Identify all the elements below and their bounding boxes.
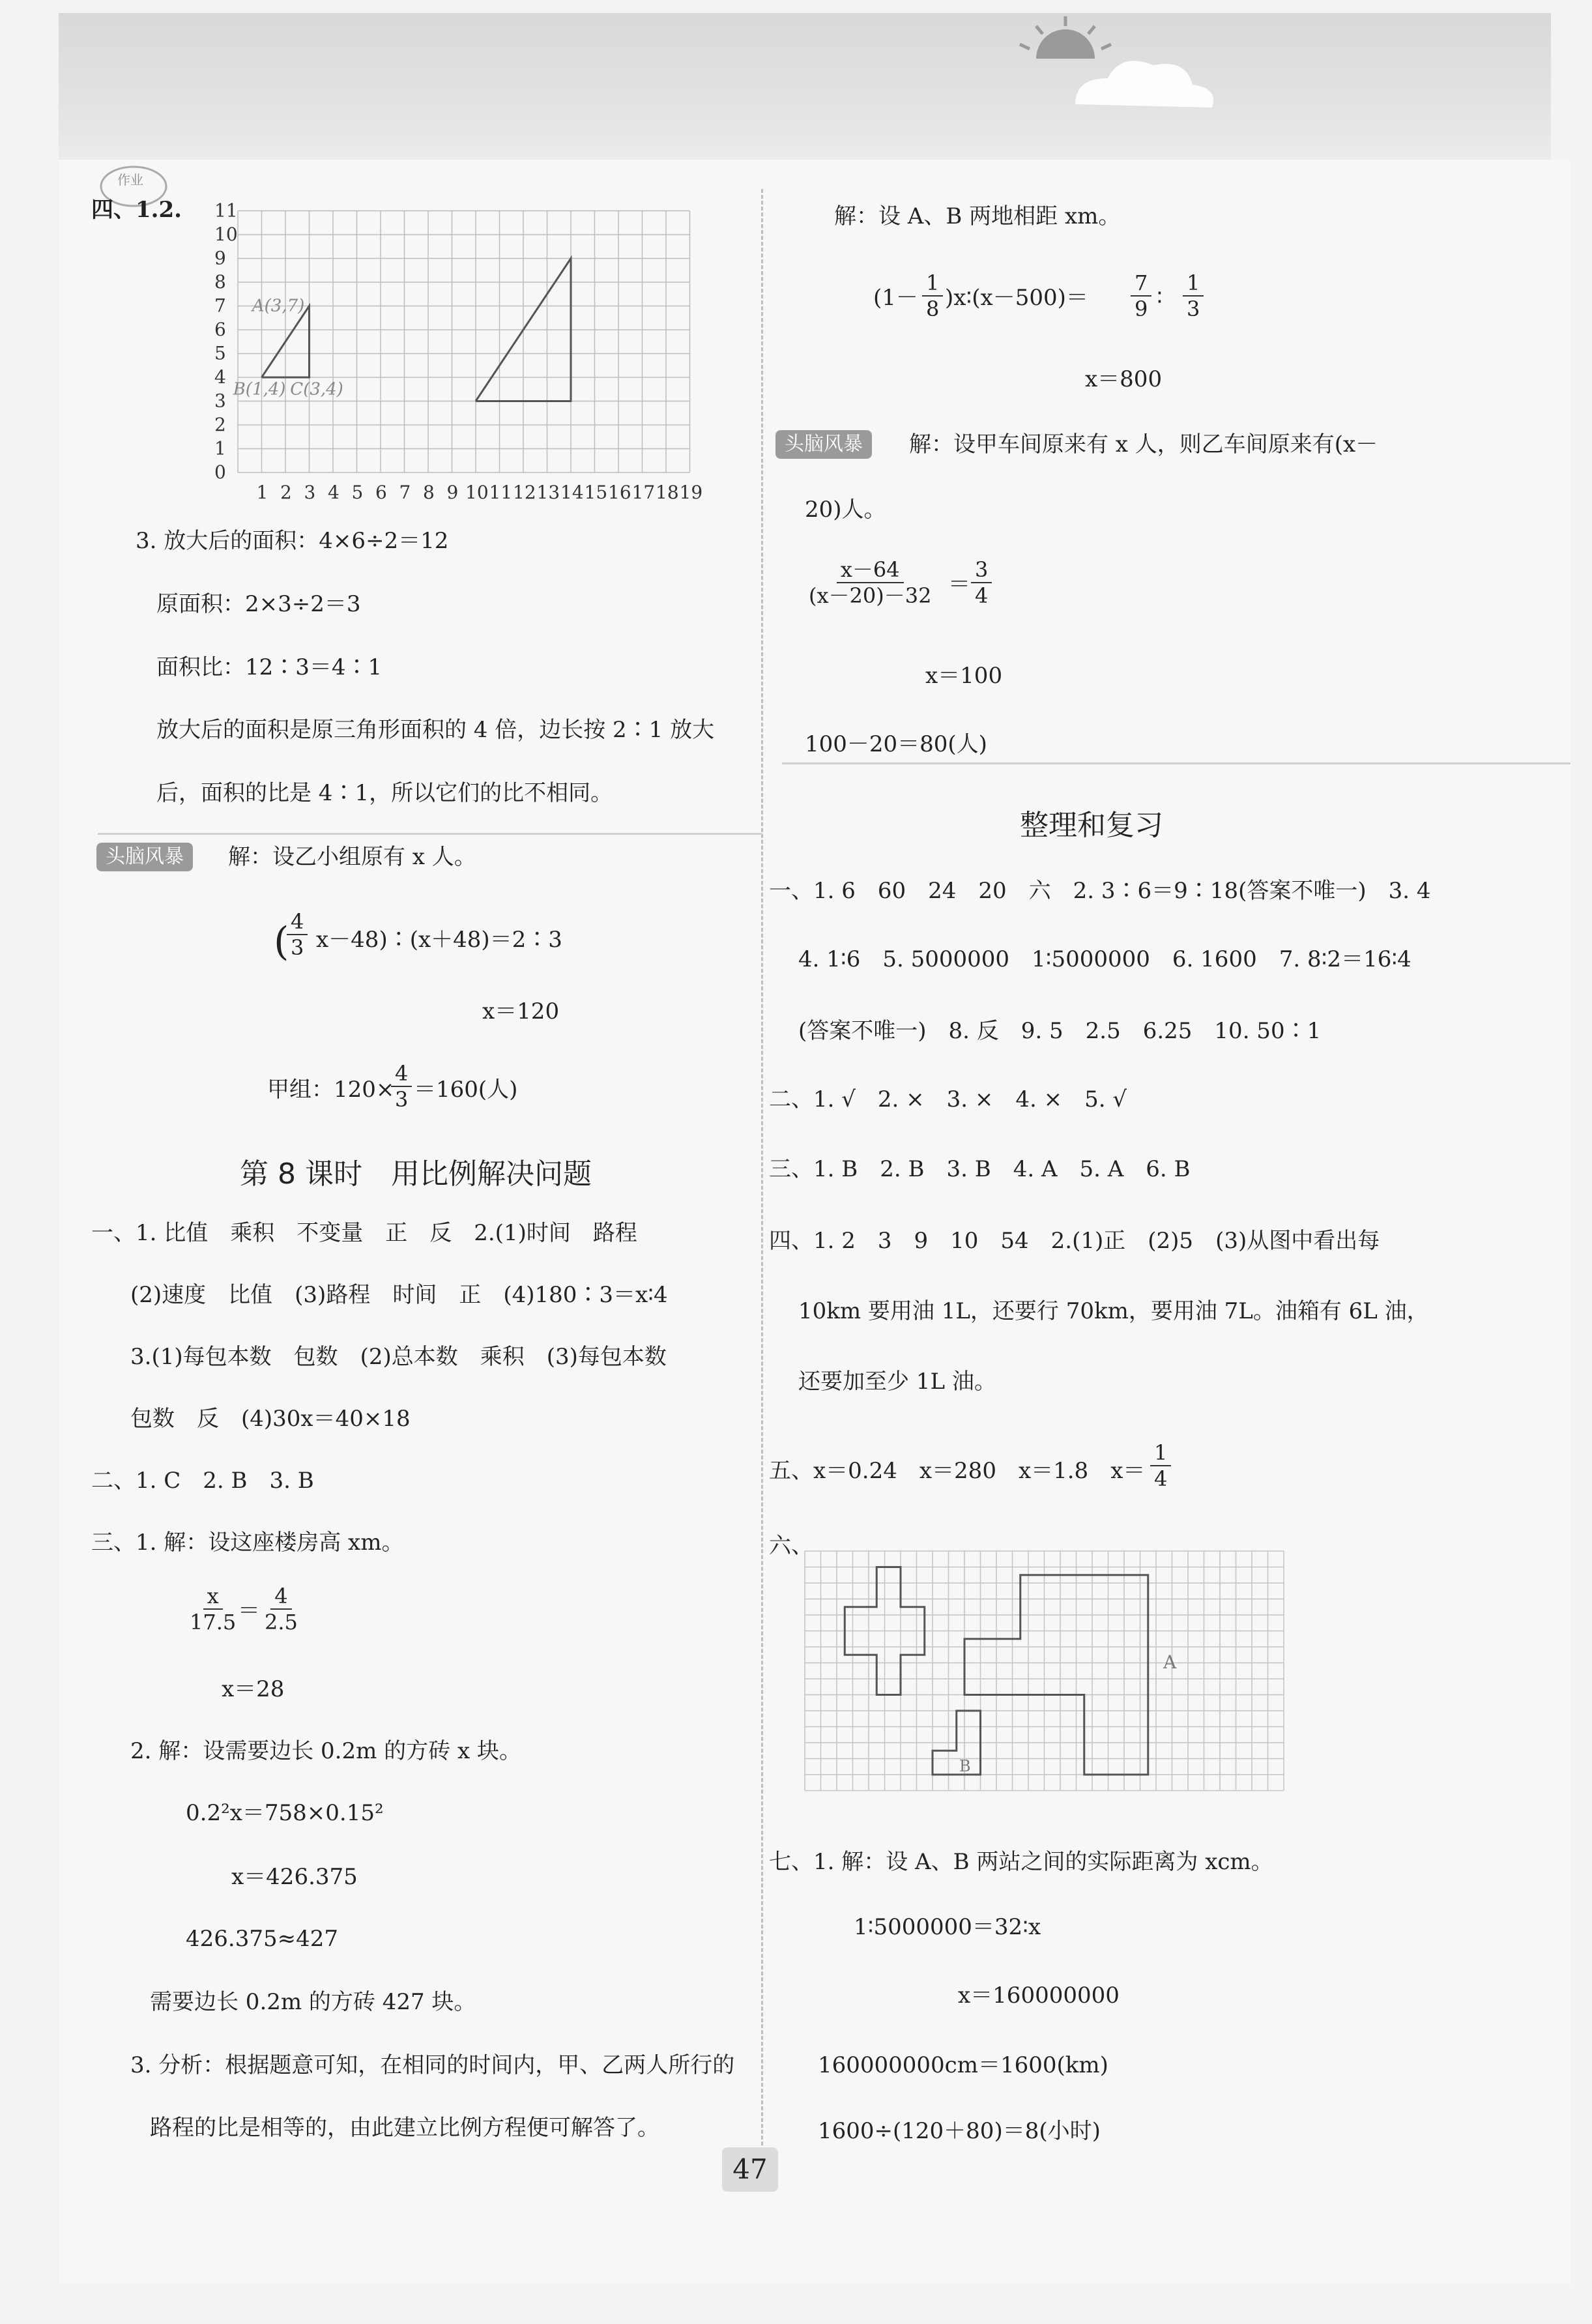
point-a-label: A(3,7) (252, 296, 305, 316)
s3-fraction2 (261, 1584, 302, 1634)
brain-final-b: ＝160(人) (414, 1077, 518, 1103)
r-frac4-num: x－64 (837, 557, 904, 583)
s3-2-line4: 426.375≈427 (186, 1926, 338, 1952)
shape-b-label: B (959, 1757, 971, 1775)
x-tick-label: 14 (560, 482, 584, 503)
q3-line1: 3. 放大后的面积：4×6÷2＝12 (136, 528, 449, 554)
r-frac5-den: 4 (975, 583, 989, 608)
r-frac4-den: (x－20)－32 (809, 583, 932, 608)
shape-a (964, 1575, 1148, 1775)
x-tick-label: 7 (399, 482, 411, 503)
stamp-text: 作业 (117, 172, 143, 188)
review-title: 整理和复习 (1020, 809, 1163, 842)
e-fraction-den: 4 (1154, 1466, 1168, 1491)
page-number: 47 (722, 2147, 778, 2192)
r-result1: x＝800 (1085, 366, 1163, 392)
r-line5: 20)人。 (805, 497, 886, 523)
s3-fraction1-den: 17.5 (190, 1610, 237, 1634)
brain-final-den: 3 (395, 1087, 409, 1112)
r-frac2-den: 9 (1135, 297, 1148, 321)
q3-line4: 放大后的面积是原三角形面积的 4 倍，边长按 2∶1 放大 (156, 717, 715, 743)
x-tick-label: 13 (536, 482, 560, 503)
s3-fraction1-num: x (203, 1584, 223, 1610)
s3-2-line1: 2. 解：设需要边长 0.2m 的方砖 x 块。 (130, 1738, 521, 1764)
y-tick-label: 9 (214, 247, 226, 269)
brain-final-num: 4 (391, 1061, 412, 1087)
s1-line1: 一、1. 比值 乘积 不变量 正 反 2.(1)时间 路程 (91, 1220, 637, 1246)
brain-fraction (287, 909, 308, 960)
r-eq-sign: ＝ (948, 572, 970, 598)
sun-cloud-icon (59, 13, 1551, 160)
point-b-label: B(1,4) (233, 379, 286, 399)
d-line2: 10km 要用油 1L，还要行 70km，要用油 7L。油箱有 6L 油， (798, 1298, 1429, 1324)
g-line3: x＝160000000 (958, 1983, 1120, 2009)
column-divider (761, 189, 763, 2157)
r-frac3-den: 3 (1187, 297, 1200, 321)
s3-eq-sign: ＝ (238, 1598, 260, 1624)
y-tick-label: 7 (214, 295, 226, 317)
x-tick-label: 4 (328, 482, 340, 503)
s3-fraction1 (186, 1584, 240, 1634)
shape-a-label: A (1163, 1651, 1177, 1673)
s3-line1: 三、1. 解：设这座楼房高 xm。 (91, 1530, 404, 1556)
q4-label: 四、1.2. (91, 197, 182, 223)
r-frac1-num: 1 (922, 270, 943, 297)
a-line2: 4. 1∶6 5. 5000000 1∶5000000 6. 1600 7. 8∶2＝16∶4 (798, 946, 1411, 972)
s3-fraction2-num: 4 (270, 1584, 291, 1610)
r-line8: 100－20＝80(人) (805, 731, 987, 757)
f-label: 六、 (769, 1533, 813, 1559)
x-tick-label: 1 (256, 482, 268, 503)
x-tick-label: 15 (584, 482, 608, 503)
x-tick-label: 12 (513, 482, 536, 503)
y-tick-label: 0 (214, 461, 226, 483)
y-tick-label: 6 (214, 319, 226, 340)
s3-3-line1: 3. 分析：根据题意可知，在相同的时间内，甲、乙两人所行的 (130, 2052, 735, 2078)
r-frac1 (922, 270, 943, 321)
g-line1: 七、1. 解：设 A、B 两站之间的实际距离为 xcm。 (769, 1849, 1273, 1875)
r-frac2-num: 7 (1131, 270, 1151, 297)
s2-line: 二、1. C 2. B 3. B (91, 1468, 314, 1494)
y-tick-label: 2 (214, 414, 226, 435)
s1-line3: 3.(1)每包本数 包数 (2)总本数 乘积 (3)每包本数 (130, 1344, 667, 1370)
brain-final-fraction (391, 1061, 412, 1112)
g-line2: 1∶5000000＝32∶x (854, 1914, 1041, 1940)
brain-storm-tag-left: 头脑风暴 (96, 843, 193, 871)
b-line1: 二、1. √ 2. × 3. × 4. × 5. √ (769, 1086, 1127, 1112)
x-tick-label: 3 (304, 482, 316, 503)
r-result2: x＝100 (925, 663, 1003, 689)
coordinate-grid-figure (192, 199, 703, 508)
x-tick-label: 19 (679, 482, 703, 503)
d-line1: 四、1. 2 3 9 10 54 2.(1)正 (2)5 (3)从图中看出每 (769, 1228, 1380, 1254)
header-banner (59, 13, 1551, 160)
s3-result: x＝28 (222, 1676, 285, 1702)
x-tick-label: 6 (375, 482, 387, 503)
brain-result: x＝120 (482, 998, 560, 1024)
brain-final-a: 甲组：120× (267, 1077, 395, 1103)
g-line4: 160000000cm＝1600(km) (818, 2052, 1108, 2078)
brain-fraction-num: 4 (287, 909, 308, 935)
brain-fraction-den: 3 (291, 935, 304, 960)
left-separator (98, 833, 762, 835)
r-frac5 (971, 557, 992, 608)
e-line1: 五、x＝0.24 x＝280 x＝1.8 x＝ (769, 1458, 1146, 1484)
g-line5: 1600÷(120＋80)＝8(小时) (818, 2118, 1101, 2144)
q3-line3: 面积比：12∶3＝4∶1 (156, 654, 383, 680)
a-line3: (答案不唯一) 8. 反 9. 5 2.5 6.25 10. 50∶1 (798, 1018, 1322, 1044)
x-tick-label: 5 (351, 482, 364, 503)
y-tick-label: 4 (214, 366, 226, 388)
y-tick-label: 8 (214, 271, 226, 293)
r-eq-a: (1－ (873, 285, 918, 311)
brain-storm-tag-right: 头脑风暴 (775, 430, 872, 459)
x-tick-label: 9 (446, 482, 459, 503)
brain-line1: 解：设乙小组原有 x 人。 (228, 844, 476, 870)
y-tick-label: 11 (214, 199, 238, 222)
lesson-title: 第 8 课时 用比例解决问题 (240, 1157, 592, 1191)
s3-2-line2: 0.2²x＝758×0.15² (186, 1800, 384, 1826)
s3-3-line2: 路程的比是相等的，由此建立比例方程便可解答了。 (150, 2115, 659, 2141)
brain-equation: x－48)∶(x＋48)＝2∶3 (316, 927, 562, 953)
shape-grid-figure (802, 1548, 1287, 1808)
x-tick-label: 10 (465, 482, 489, 503)
y-tick-label: 3 (214, 390, 226, 412)
r-frac4 (805, 557, 935, 608)
e-fraction-num: 1 (1150, 1440, 1171, 1466)
q3-line2: 原面积：2×3÷2＝3 (156, 591, 361, 617)
r-frac3-num: 1 (1183, 270, 1204, 297)
x-tick-label: 11 (489, 482, 513, 503)
r-eq-b: )x∶(x－500)＝ (945, 285, 1088, 311)
r-frac2 (1131, 270, 1151, 321)
r-line4: 解：设甲车间原来有 x 人，则乙车间原来有(x－ (909, 431, 1378, 458)
right-separator (782, 763, 1570, 764)
r-frac1-den: 8 (926, 297, 940, 321)
c-line1: 三、1. B 2. B 3. B 4. A 5. A 6. B (769, 1156, 1191, 1182)
y-tick-label: 1 (214, 437, 226, 459)
y-tick-label: 5 (214, 342, 226, 364)
r-eq-c: ∶ (1157, 285, 1163, 311)
r-frac5-num: 3 (971, 557, 992, 583)
s1-line4: 包数 反 (4)30x＝40×18 (130, 1406, 411, 1432)
q3-line5: 后，面积的比是 4∶1，所以它们的比不相同。 (156, 780, 613, 806)
s3-2-line3: x＝426.375 (231, 1864, 358, 1890)
s3-2-line5: 需要边长 0.2m 的方砖 427 块。 (150, 1989, 476, 2015)
s3-fraction2-den: 2.5 (265, 1610, 298, 1634)
a-line1: 一、1. 6 60 24 20 六 2. 3∶6＝9∶18(答案不唯一) 3. 4 (769, 878, 1431, 904)
y-tick-label: 10 (214, 224, 238, 245)
r-frac3 (1183, 270, 1204, 321)
paren-open: ( (274, 919, 289, 965)
e-fraction (1150, 1440, 1171, 1491)
point-c-label: C(3,4) (290, 379, 343, 399)
x-tick-label: 18 (656, 482, 679, 503)
x-tick-label: 8 (423, 482, 435, 503)
x-tick-label: 16 (608, 482, 631, 503)
d-line3: 还要加至少 1L 油。 (798, 1369, 996, 1395)
x-tick-label: 17 (631, 482, 656, 503)
x-tick-label: 2 (280, 482, 292, 503)
r-line1: 解：设 A、B 两地相距 xm。 (834, 203, 1121, 229)
s1-line2: (2)速度 比值 (3)路程 时间 正 (4)180∶3＝x∶4 (130, 1282, 668, 1308)
